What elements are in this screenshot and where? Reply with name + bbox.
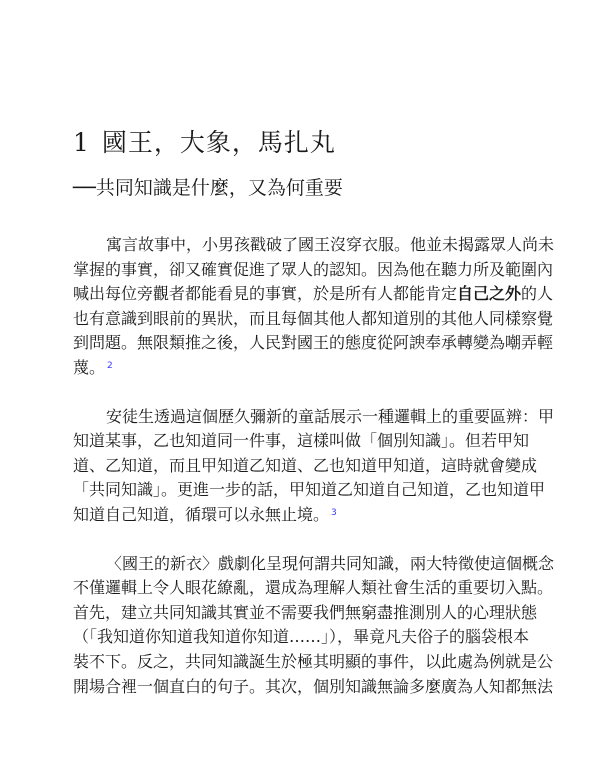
paragraph-2 [73,405,555,528]
text-line: 首先，建立共同知識其實並不需要我們無窮盡推測別人的心理狀態 [73,602,538,622]
text-line: 也有意識到眼前的異狀，而且每個其他人都知道別的其他人同樣察覺 [73,308,554,328]
text-line [73,356,521,381]
body-text [73,233,555,723]
chapter-subtitle: ──共同知識是什麼，又為何重要 [73,177,343,199]
text-line [73,282,554,307]
text-segment: 知道自己知道，循環可以永無止境。 [73,504,330,524]
chapter-title-text: 國王，大象，馬扎丸 [101,128,336,157]
chapter-title [73,126,336,160]
text-line: 掌握的事實，卻又確實促進了眾人的認知。因為他在聽力所及範圍內 [73,259,554,279]
footnote-link-3[interactable]: 3 [331,507,337,518]
paragraph-1 [73,233,555,381]
text-line: 寓言故事中，小男孩戳破了國王沒穿衣服。他並未揭露眾人尚未 [106,235,555,254]
footnote-link-2[interactable]: 2 [107,360,113,371]
text-segment: 喊出每位旁觀者都能看見的事實，於是所有人都能肯定 [73,284,458,304]
text-line: 安徒生透過這個歷久彌新的童話展示一種邏輯上的重要區辨：甲 [106,406,555,426]
text-line: 道、乙知道，而且甲知道乙知道、乙也知道甲知道，這時就會變成 [73,455,538,475]
text-line: 開場合裡一個直白的句子。其次，個別知識無論多麼廣為人知都無法 [73,676,554,696]
text-line: 不僅邏輯上令人眼花繚亂，還成為理解人類社會生活的重要切入點。 [73,578,554,598]
text-line: （「我知道你知道我知道你知道……」），畢竟凡夫俗子的腦袋根本 [73,627,530,647]
text-line: 到問題。無限類推之後，人民對國王的態度從阿諛奉承轉變為嘲弄輕 [73,333,554,353]
bold-emphasis: 自己之外 [457,284,522,304]
text-line: 知道某事，乙也知道同一件事，這樣叫做「個別知識」。但若甲知 [73,431,530,451]
text-line [73,503,521,528]
text-segment: 的人 [521,284,554,304]
text-segment: 蔑。 [73,357,106,377]
text-line: 裝不下。反之，共同知識誕生於極其明顯的事件，以此處為例就是公 [73,651,554,671]
paragraph-3 [73,552,555,700]
chapter-number: 1 [73,128,90,157]
text-line: 「共同知識」。更進一步的話，甲知道乙知道自己知道，乙也知道甲 [73,480,546,500]
text-line: 〈國王的新衣〉戲劇化呈現何謂共同知識，兩大特徵使這個概念 [106,553,555,573]
